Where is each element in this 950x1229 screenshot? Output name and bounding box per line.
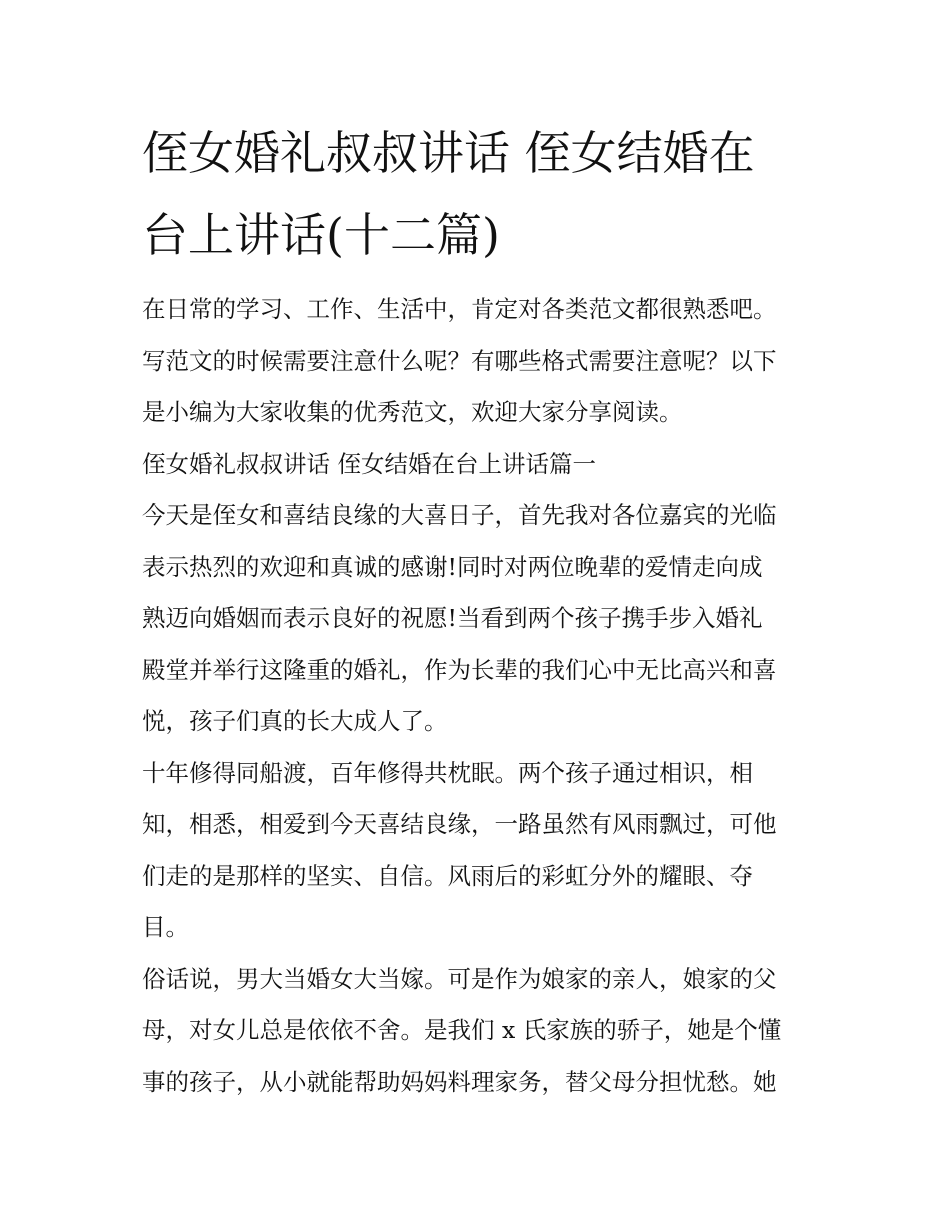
paragraph-1-line-3: 熟迈向婚姻而表示良好的祝愿!当看到两个孩子携手步入婚礼 (142, 604, 763, 632)
intro-line-1: 在日常的学习、工作、生活中，肯定对各类范文都很熟悉吧。 (142, 295, 777, 323)
paragraph-1-line-2: 表示热烈的欢迎和真诚的感谢!同时对两位晚辈的爱情走向成 (142, 552, 763, 581)
intro-line-3: 是小编为大家收集的优秀范文，欢迎大家分享阅读。 (142, 398, 683, 426)
paragraph-1-line-4: 殿堂并举行这隆重的婚礼，作为长辈的我们心中无比高兴和喜 (142, 655, 777, 684)
document-title (142, 112, 814, 276)
document-content (142, 112, 814, 1108)
paragraph-2-line-2: 知，相悉，相爱到今天喜结良缘，一路虽然有风雨飘过，可他 (142, 810, 777, 838)
document-body (142, 284, 814, 1108)
paragraph-1-line-1: 今天是侄女和喜结良缘的大喜日子，首先我对各位嘉宾的光临 (142, 501, 777, 529)
paragraph-1-line-5: 悦，孩子们真的长大成人了。 (142, 707, 448, 735)
intro-line-2: 写范文的时候需要注意什么呢？有哪些格式需要注意呢？以下 (142, 346, 777, 375)
paragraph-3-line-3: 事的孩子，从小就能帮助妈妈料理家务，替父母分担忧愁。她 (142, 1067, 777, 1096)
paragraph-3-line-1: 俗话说，男大当婚女大当嫁。可是作为娘家的亲人，娘家的父 (142, 964, 777, 993)
title-line-2: 台上讲话(十二篇) (142, 208, 500, 262)
paragraph-2-line-4: 目。 (142, 913, 189, 941)
paragraph-3-line-2: 母，对女儿总是依依不舍。是我们 x 氏家族的骄子，她是个懂 (142, 1016, 782, 1044)
section-heading: 侄女婚礼叔叔讲话 侄女结婚在台上讲话篇一 (142, 449, 596, 478)
paragraph-2-line-3: 们走的是那样的坚实、自信。风雨后的彩虹分外的耀眼、夺 (142, 861, 753, 890)
title-line-1: 侄女婚礼叔叔讲话 侄女结婚在 (142, 126, 755, 180)
paragraph-2-line-1: 十年修得同船渡，百年修得共枕眠。两个孩子通过相识，相 (142, 758, 753, 787)
